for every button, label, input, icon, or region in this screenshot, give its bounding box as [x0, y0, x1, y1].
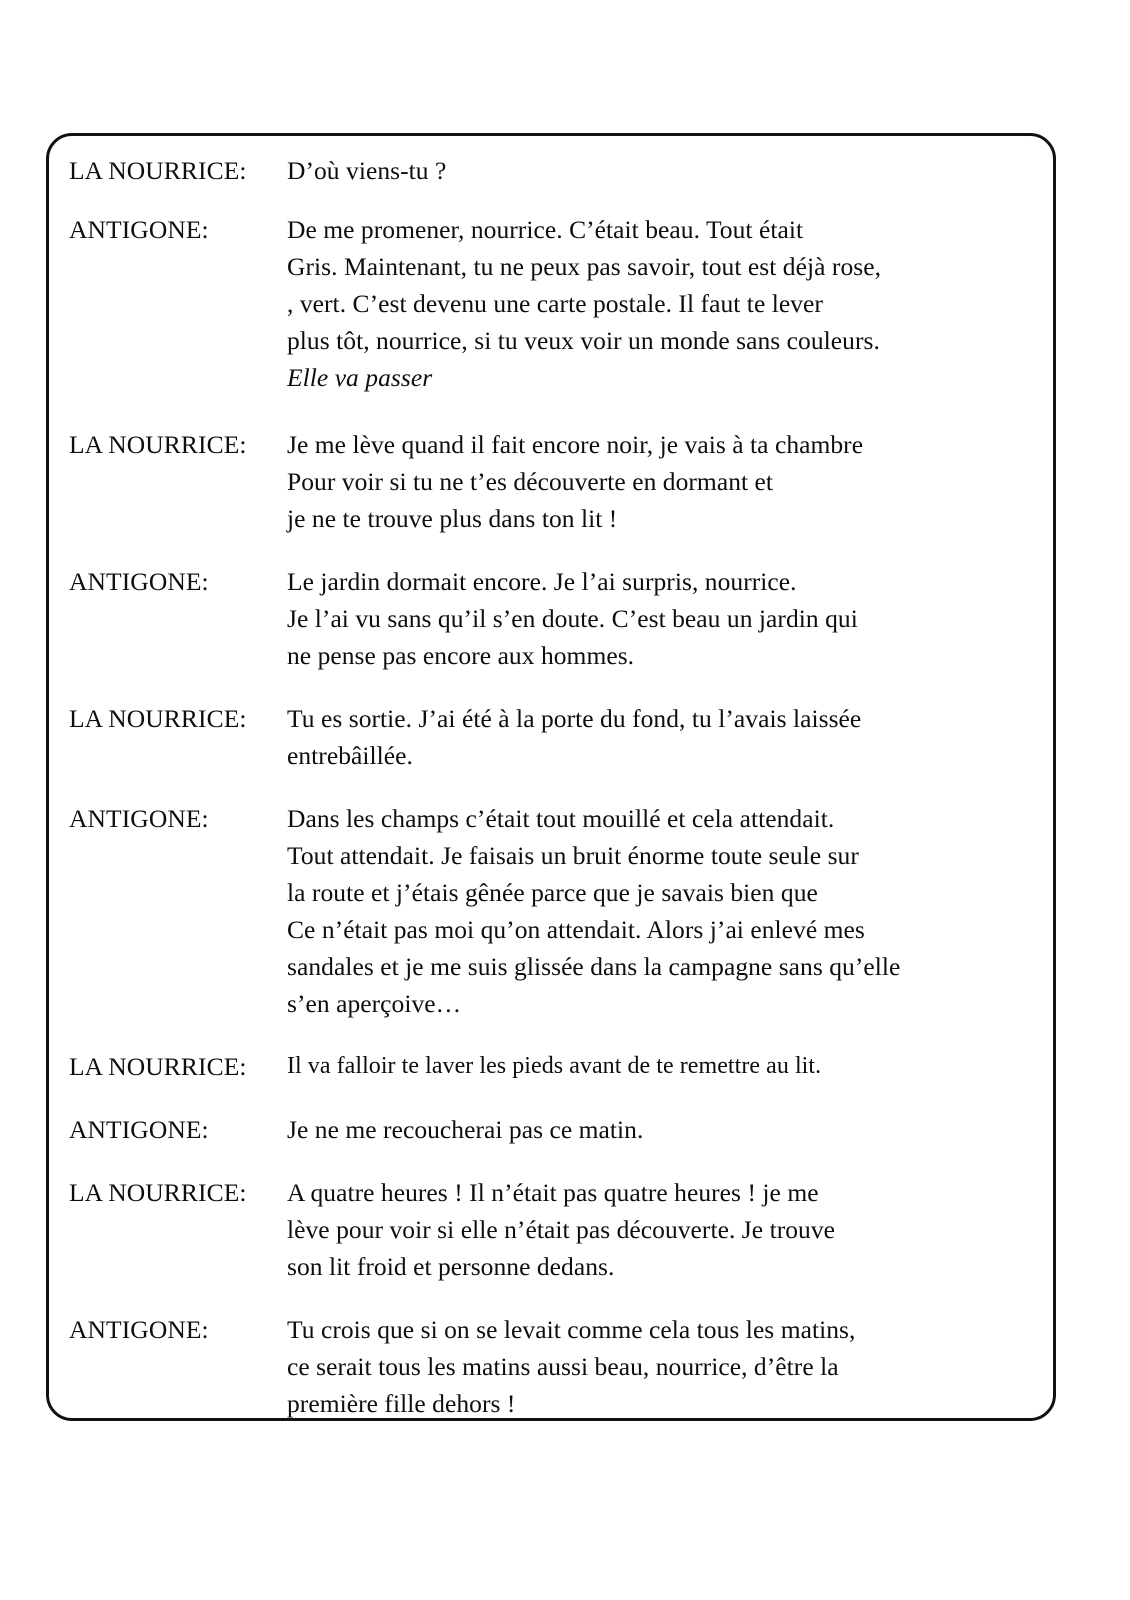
speech-gap: [67, 396, 1037, 426]
speech-lines: [285, 1174, 1037, 1285]
speech-lines: [285, 1311, 1037, 1422]
dialogue-line: A quatre heures ! Il n’était pas quatre heures ! je me: [287, 1178, 819, 1207]
speech-block: [67, 700, 1037, 774]
dialogue-line: De me promener, nourrice. C’était beau. Tout était: [287, 215, 804, 244]
speech-gap: [67, 1022, 1037, 1048]
speech-block: [67, 800, 1037, 1022]
speech-gap: [67, 674, 1037, 700]
dialogue-line: ce serait tous les matins aussi beau, nourrice, d’être la: [287, 1352, 839, 1381]
speaker-label: ANTIGONE:: [69, 1115, 209, 1144]
speech-block: [67, 1174, 1037, 1285]
speech-lines: [285, 426, 1037, 537]
dialogue-line: Tu es sortie. J’ai été à la porte du fond, tu l’avais laissée: [287, 704, 862, 733]
speech-block: [67, 1311, 1037, 1422]
speaker-label: ANTIGONE:: [69, 215, 209, 244]
speech-block: [67, 563, 1037, 674]
speech-gap: [67, 537, 1037, 563]
speech-block: [67, 1048, 1037, 1085]
speech-block: [67, 152, 1037, 189]
dialogue-line: Je me lève quand il fait encore noir, je vais à ta chambre: [287, 430, 864, 459]
speech-gap: [67, 774, 1037, 800]
dialogue-line: Je l’ai vu sans qu’il s’en doute. C’est beau un jardin qui: [287, 604, 858, 633]
speaker-label: ANTIGONE:: [69, 1315, 209, 1344]
dialogue-line: Dans les champs c’était tout mouillé et cela attendait.: [287, 804, 835, 833]
speech-gap: [67, 1148, 1037, 1174]
speech-gap: [67, 189, 1037, 211]
dialogue-line: première fille dehors !: [287, 1389, 516, 1418]
dialogue-line: lève pour voir si elle n’était pas découverte. Je trouve: [287, 1215, 836, 1244]
speaker-label: LA NOURRICE:: [69, 1052, 247, 1081]
dialogue-line: ne pense pas encore aux hommes.: [287, 641, 635, 670]
speaker-label: LA NOURRICE:: [69, 1178, 247, 1207]
speaker-label: ANTIGONE:: [69, 567, 209, 596]
dialogue-line: Pour voir si tu ne t’es découverte en dormant et: [287, 467, 774, 496]
speech-lines: [285, 800, 1037, 1022]
dialogue-line: Ce n’était pas moi qu’on attendait. Alors j’ai enlevé mes: [287, 915, 865, 944]
dialogue-line: Tu crois que si on se levait comme cela tous les matins,: [287, 1315, 856, 1344]
dialogue-line: Tout attendait. Je faisais un bruit énorme toute seule sur: [287, 841, 859, 870]
speech-gap: [67, 1085, 1037, 1111]
speaker-label: LA NOURRICE:: [69, 156, 247, 185]
dialogue-line: son lit froid et personne dedans.: [287, 1252, 615, 1281]
dialogue-line: plus tôt, nourrice, si tu veux voir un monde sans couleurs.: [287, 326, 880, 355]
dialogue-line: Il va falloir te laver les pieds avant de te remettre au lit.: [287, 1053, 822, 1079]
dialogue-line: s’en aperçoive…: [287, 989, 462, 1018]
script-frame-border: [46, 133, 1056, 1421]
speech-lines: [285, 211, 1037, 396]
speech-block: [67, 1111, 1037, 1148]
speech-lines: [285, 152, 1037, 189]
speech-block: [67, 426, 1037, 537]
dialogue-line: la route et j’étais gênée parce que je savais bien que: [287, 878, 818, 907]
speaker-label: LA NOURRICE:: [69, 430, 247, 459]
dialogue-line: Le jardin dormait encore. Je l’ai surpris, nourrice.: [287, 567, 797, 596]
dialogue-line: , vert. C’est devenu une carte postale. Il faut te lever: [287, 289, 823, 318]
dialogue-line: Gris. Maintenant, tu ne peux pas savoir, tout est déjà rose,: [287, 252, 882, 281]
speech-lines: [285, 563, 1037, 674]
stage-direction-line: Elle va passer: [287, 363, 433, 392]
speech-block: [67, 211, 1037, 396]
dialogue-line: je ne te trouve plus dans ton lit !: [287, 504, 618, 533]
dialogue-line: D’où viens-tu ?: [287, 156, 447, 185]
dialogue-line: entrebâillée.: [287, 741, 413, 770]
dialogue-line: sandales et je me suis glissée dans la campagne sans qu’elle: [287, 952, 901, 981]
speech-gap: [67, 1285, 1037, 1311]
speaker-label: ANTIGONE:: [69, 804, 209, 833]
speech-lines: [285, 1048, 1037, 1085]
speaker-label: LA NOURRICE:: [69, 704, 247, 733]
speech-lines: [285, 700, 1037, 774]
script-dialogue-list: [49, 136, 1053, 1418]
dialogue-line: Je ne me recoucherai pas ce matin.: [287, 1115, 644, 1144]
speech-lines: [285, 1111, 1037, 1148]
